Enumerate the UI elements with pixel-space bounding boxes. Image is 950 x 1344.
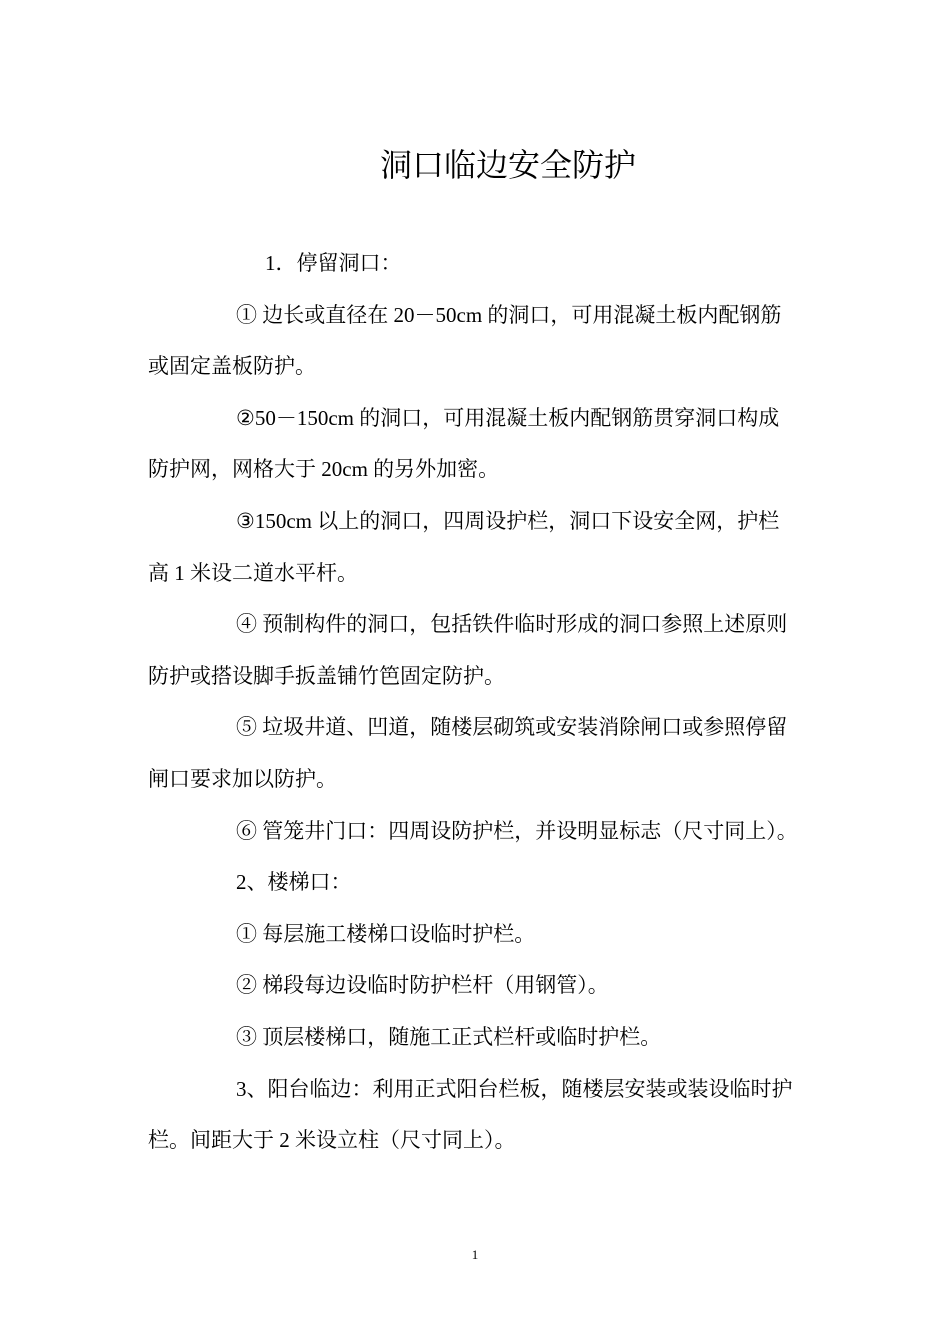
paragraph: ⑤ 垃圾井道、凹道，随楼层砌筑或安装消除闸口或参照停留闸口要求加以防护。 bbox=[148, 715, 788, 791]
section-heading-3: 3、阳台临边：利用正式阳台栏板，随楼层安装或装设临时护栏。间距大于 2 米设立柱（尺寸同上）。 bbox=[148, 1076, 793, 1153]
document-body bbox=[148, 238, 798, 1167]
paragraph: ① 每层施工楼梯口设临时护栏。 bbox=[236, 921, 536, 946]
paragraph: ① 边长或直径在 20－50cm 的洞口，可用混凝土板内配钢筋或固定盖板防护。 bbox=[148, 302, 782, 379]
page-number: 1 bbox=[471, 1247, 479, 1262]
paragraph: ③150cm 以上的洞口，四周设护栏，洞口下设安全网，护栏高 1 米设二道水平杆。 bbox=[148, 508, 780, 585]
paragraph: ②50－150cm 的洞口，可用混凝土板内配钢筋贯穿洞口构成防护网，网格大于 20cm 的另外加密。 bbox=[148, 405, 780, 482]
paragraph: ③ 顶层楼梯口，随施工正式栏杆或临时护栏。 bbox=[236, 1024, 662, 1049]
paragraph: ② 梯段每边设临时防护栏杆（用钢管）。 bbox=[236, 973, 609, 998]
document-title: 洞口临边安全防护 bbox=[379, 147, 636, 184]
section-heading-2: 2、楼梯口： bbox=[236, 870, 352, 895]
paragraph: ⑥ 管笼井门口：四周设防护栏，并设明显标志（尺寸同上）。 bbox=[236, 818, 798, 843]
paragraph: ④ 预制构件的洞口，包括铁件临时形成的洞口参照上述原则防护或搭设脚手扳盖铺竹笆固定防护。 bbox=[148, 612, 788, 688]
section-heading-1: 1．停留洞口： bbox=[265, 251, 402, 275]
